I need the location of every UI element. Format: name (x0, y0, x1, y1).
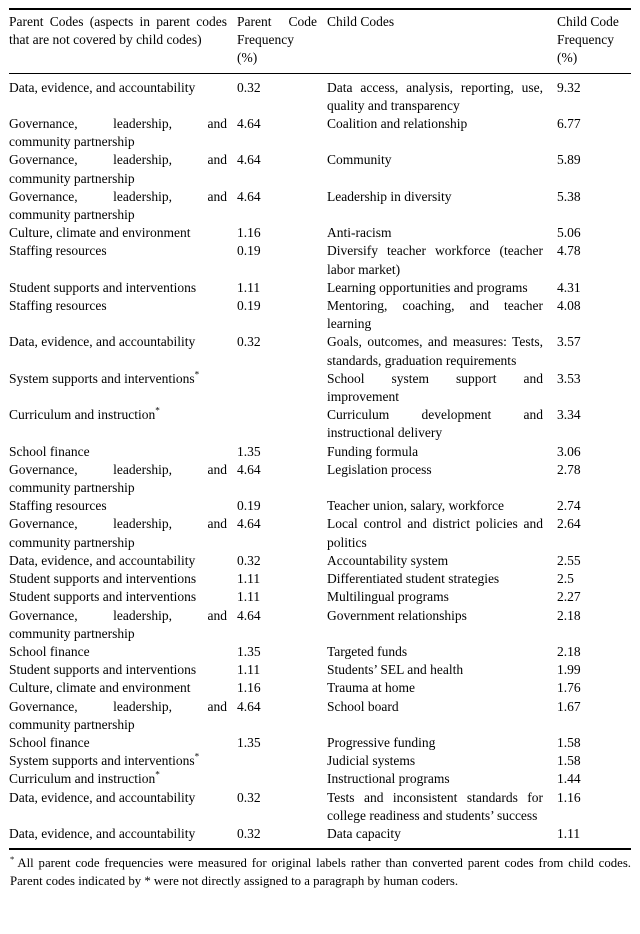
table-row (9, 370, 631, 406)
child-code-frequency-cell: 1.44 (557, 771, 581, 787)
footnote-marker: * (194, 751, 200, 762)
table-row (9, 151, 631, 187)
child-code-cell: School system support and improvement (327, 370, 543, 405)
child-code-frequency-cell: 3.06 (557, 443, 581, 459)
parent-code-cell: Curriculum and instruction* (9, 405, 160, 423)
child-code-cell: Data capacity (327, 825, 401, 841)
footnote-marker: * (155, 405, 160, 416)
child-code-cell: Diversify teacher workforce (teacher labor market) (327, 243, 543, 277)
parent-code-cell: Data, evidence, and accountability (9, 334, 196, 350)
parent-code-cell: Data, evidence, and accountability (9, 789, 196, 805)
child-code-cell: Accountability system (327, 552, 449, 568)
table-row (9, 661, 631, 679)
child-code-frequency-cell: 2.18 (557, 643, 581, 659)
codes-frequency-table (9, 8, 631, 850)
table-row (9, 406, 631, 442)
child-code-cell: Judicial systems (327, 753, 416, 769)
table-row (9, 515, 631, 551)
parent-code-frequency-cell: 0.32 (237, 825, 261, 841)
child-code-frequency-cell: 2.55 (557, 552, 581, 568)
footnote-marker: * (10, 853, 15, 864)
table-row (9, 497, 631, 515)
parent-code-frequency-cell: 4.64 (237, 698, 261, 714)
table-row (9, 698, 631, 734)
table-row (9, 115, 631, 151)
child-code-cell: Data access, analysis, reporting, use, quality and transparency (327, 79, 543, 113)
child-code-cell: Learning opportunities and programs (327, 279, 528, 295)
table-row (9, 679, 631, 697)
footnote-marker: * (194, 369, 200, 380)
child-code-frequency-cell: 1.67 (557, 698, 581, 714)
parent-code-frequency-cell: 4.64 (237, 188, 261, 204)
table-row (9, 607, 631, 643)
child-code-frequency-cell: 1.99 (557, 662, 581, 678)
parent-code-frequency-cell: 4.64 (237, 152, 261, 168)
parent-code-cell: Governance, leadership, and community partnership (9, 516, 227, 550)
child-code-frequency-cell: 3.34 (557, 407, 581, 423)
child-code-cell: Differentiated student strategies (327, 571, 500, 587)
parent-code-frequency-cell: 0.19 (237, 243, 261, 259)
child-code-frequency-cell: 4.08 (557, 298, 581, 314)
child-code-frequency-cell: 3.57 (557, 334, 581, 350)
table-row (9, 461, 631, 497)
table-row (9, 224, 631, 242)
child-code-cell: Students’ SEL and health (327, 662, 464, 678)
parent-code-cell: School finance (9, 643, 90, 659)
parent-code-cell: Governance, leadership, and community partnership (9, 152, 227, 186)
parent-code-cell: Staffing resources (9, 298, 107, 314)
child-code-cell: Leadership in diversity (327, 188, 452, 204)
table-row (9, 588, 631, 606)
child-code-cell: Targeted funds (327, 643, 408, 659)
parent-code-frequency-cell: 1.11 (237, 279, 261, 295)
child-code-cell: Progressive funding (327, 734, 436, 750)
parent-code-frequency-cell: 1.16 (237, 225, 261, 241)
parent-code-frequency-cell (237, 770, 327, 788)
child-code-frequency-cell: 1.58 (557, 753, 581, 769)
parent-code-frequency-cell (237, 370, 327, 406)
parent-code-cell: Governance, leadership, and community partnership (9, 698, 227, 732)
child-code-frequency-cell: 3.53 (557, 370, 581, 386)
parent-code-cell: Governance, leadership, and community partnership (9, 188, 227, 223)
column-header-child-code-frequency: Child Code Frequency (%) (557, 9, 631, 73)
table-row (9, 242, 631, 278)
parent-code-cell: Governance, leadership, and community partnership (9, 607, 227, 641)
parent-code-frequency-cell (237, 752, 327, 770)
child-code-cell: Trauma at home (327, 680, 415, 696)
parent-code-cell: Governance, leadership, and community partnership (9, 461, 227, 496)
parent-code-frequency-cell: 4.64 (237, 461, 261, 477)
table-row (9, 552, 631, 570)
parent-code-frequency-cell: 1.35 (237, 643, 261, 659)
child-code-frequency-cell: 9.32 (557, 79, 581, 95)
child-code-cell: Curriculum development and instructional delivery (327, 407, 543, 441)
child-code-cell: Anti-racism (327, 225, 392, 241)
child-code-frequency-cell: 2.5 (557, 571, 574, 587)
parent-code-cell: System supports and interventions* (9, 369, 200, 386)
child-code-frequency-cell: 4.78 (557, 243, 581, 259)
child-code-cell: Community (327, 152, 392, 168)
child-code-cell: Coalition and relationship (327, 116, 468, 132)
child-code-frequency-cell: 5.38 (557, 188, 581, 204)
table-row (9, 279, 631, 297)
child-code-frequency-cell: 2.78 (557, 461, 581, 477)
child-code-cell: Funding formula (327, 443, 419, 459)
parent-code-frequency-cell: 1.11 (237, 589, 261, 605)
child-code-frequency-cell: 4.31 (557, 279, 581, 295)
child-code-cell: Government relationships (327, 607, 467, 623)
table-row (9, 825, 631, 849)
parent-code-cell: Staffing resources (9, 243, 107, 259)
child-code-frequency-cell: 2.64 (557, 516, 581, 532)
child-code-frequency-cell: 2.74 (557, 498, 581, 514)
child-code-cell: Instructional programs (327, 771, 450, 787)
parent-code-frequency-cell: 1.11 (237, 662, 261, 678)
table-row (9, 73, 631, 115)
parent-code-cell: School finance (9, 443, 90, 459)
child-code-frequency-cell: 1.76 (557, 680, 581, 696)
parent-code-frequency-cell: 1.11 (237, 571, 261, 587)
parent-code-frequency-cell (237, 406, 327, 442)
parent-code-frequency-cell: 1.35 (237, 443, 261, 459)
table-row (9, 752, 631, 770)
parent-code-cell: Student supports and interventions (9, 279, 197, 295)
parent-code-frequency-cell: 0.19 (237, 298, 261, 314)
table-row (9, 734, 631, 752)
parent-code-cell: Data, evidence, and accountability (9, 825, 196, 841)
column-header-parent-code-frequency: Parent Code Frequency (%) (237, 9, 327, 73)
table-row (9, 443, 631, 461)
child-code-cell: Mentoring, coaching, and teacher learning (327, 298, 543, 332)
parent-code-cell: Culture, climate and environment (9, 225, 191, 241)
child-code-cell: School board (327, 698, 399, 714)
child-code-cell: Goals, outcomes, and measures: Tests, standards, graduation requirements (327, 334, 543, 368)
child-code-cell: Tests and inconsistent standards for college readiness and students’ success (327, 789, 543, 823)
child-code-frequency-cell: 6.77 (557, 116, 581, 132)
table-row (9, 297, 631, 333)
child-code-cell: Local control and district policies and politics (327, 516, 543, 550)
parent-code-cell: Curriculum and instruction* (9, 769, 160, 787)
child-code-frequency-cell: 2.27 (557, 589, 581, 605)
table-header-row (9, 9, 631, 73)
child-code-frequency-cell: 5.89 (557, 152, 581, 168)
parent-code-cell: Student supports and interventions (9, 571, 197, 587)
parent-code-frequency-cell: 4.64 (237, 116, 261, 132)
parent-code-cell: Culture, climate and environment (9, 680, 191, 696)
table-row (9, 570, 631, 588)
parent-code-frequency-cell: 0.19 (237, 498, 261, 514)
parent-code-frequency-cell: 0.32 (237, 79, 261, 95)
table-row (9, 770, 631, 788)
table-row (9, 333, 631, 369)
child-code-frequency-cell: 5.06 (557, 225, 581, 241)
footnote-marker: * (155, 769, 160, 780)
parent-code-frequency-cell: 0.32 (237, 789, 261, 805)
table-header (9, 9, 631, 73)
table-body (9, 73, 631, 849)
parent-code-frequency-cell: 1.16 (237, 680, 261, 696)
child-code-frequency-cell: 1.16 (557, 789, 581, 805)
parent-code-frequency-cell: 4.64 (237, 516, 261, 532)
parent-code-cell: Governance, leadership, and community partnership (9, 116, 227, 150)
child-code-frequency-cell: 1.58 (557, 734, 581, 750)
child-code-cell: Legislation process (327, 461, 432, 477)
parent-code-cell: School finance (9, 734, 90, 750)
column-header-child-codes: Child Codes (327, 9, 557, 73)
table-footnote (0, 850, 640, 890)
column-header-parent-codes: Parent Codes (aspects in parent codes that are not covered by child codes) (9, 9, 237, 73)
footnote-text: All parent code frequencies were measured for original labels rather than converted parent codes from child codes. Parent codes indicated by * were not directly assigned to a paragraph by human coders. (10, 856, 631, 888)
parent-code-cell: Data, evidence, and accountability (9, 552, 196, 568)
child-code-cell: Teacher union, salary, workforce (327, 498, 504, 514)
child-code-frequency-cell: 1.11 (557, 825, 581, 841)
parent-code-cell: System supports and interventions* (9, 751, 200, 769)
parent-code-cell: Student supports and interventions (9, 662, 197, 678)
parent-code-cell: Student supports and interventions (9, 589, 197, 605)
parent-code-frequency-cell: 0.32 (237, 334, 261, 350)
parent-code-frequency-cell: 1.35 (237, 734, 261, 750)
parent-code-cell: Staffing resources (9, 498, 107, 514)
table-row (9, 188, 631, 224)
parent-code-frequency-cell: 4.64 (237, 607, 261, 623)
table-row (9, 643, 631, 661)
table-row (9, 789, 631, 825)
parent-code-cell: Data, evidence, and accountability (9, 79, 196, 95)
child-code-cell: Multilingual programs (327, 589, 449, 605)
parent-code-frequency-cell: 0.32 (237, 552, 261, 568)
child-code-frequency-cell: 2.18 (557, 607, 581, 623)
